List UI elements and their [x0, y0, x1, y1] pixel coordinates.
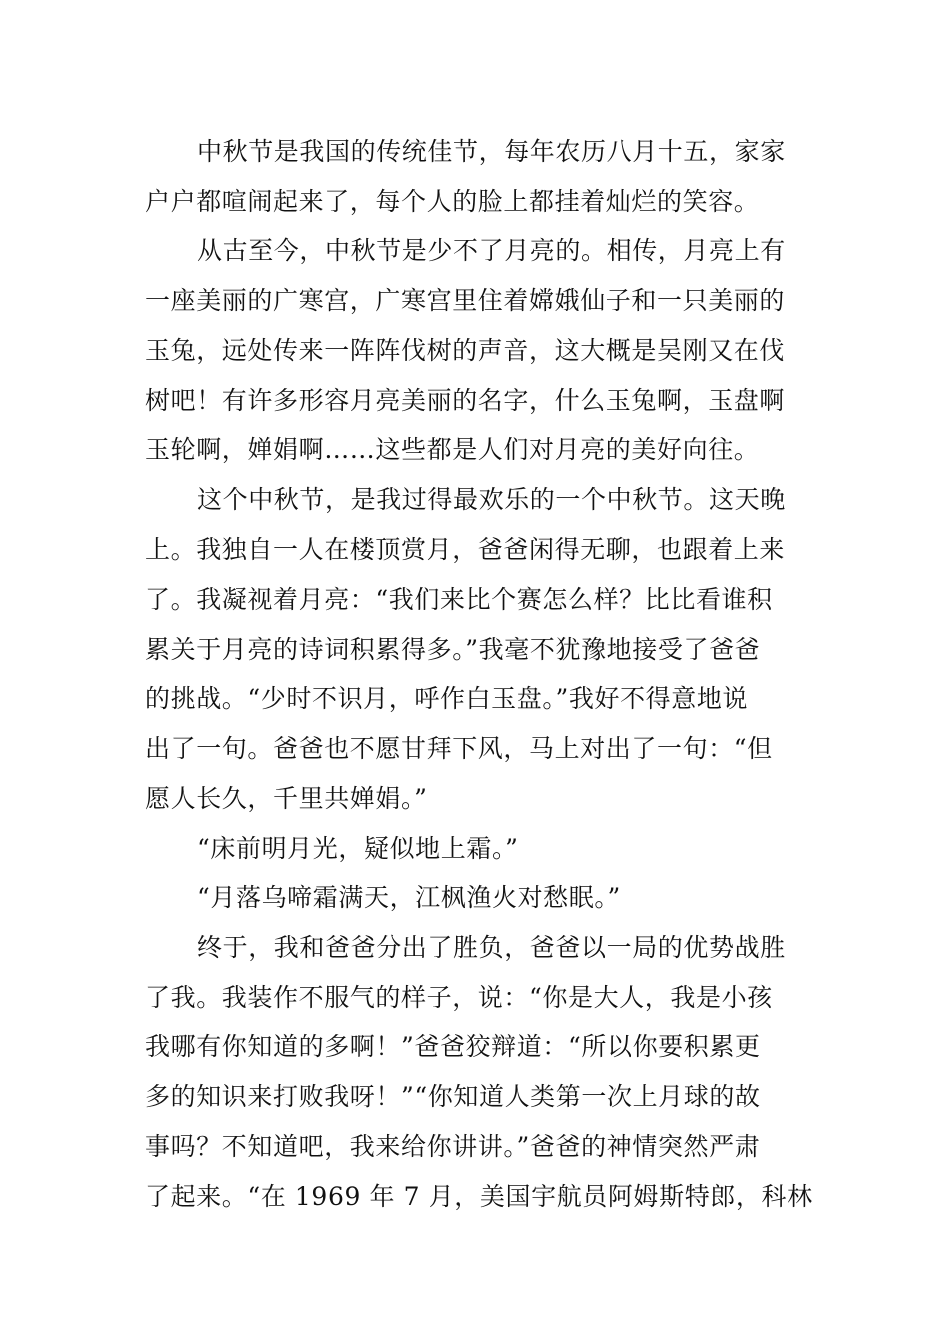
text-line: 终于，我和爸爸分出了胜负，爸爸以一局的优势战胜 — [197, 933, 786, 962]
text-line: 了起来。“在 1969 年 7 月，美国宇航员阿姆斯特郎，科林 — [145, 1182, 813, 1211]
text-line: 出了一句。爸爸也不愿甘拜下风，马上对出了一句：“但 — [145, 734, 773, 763]
text-line: 树吧！有许多形容月亮美丽的名字，什么玉兔啊，玉盘啊 — [145, 386, 786, 415]
text-line: 中秋节是我国的传统佳节，每年农历八月十五，家家 — [197, 137, 786, 166]
text-line: 玉兔，远处传来一阵阵伐树的声音，这大概是吴刚又在伐 — [145, 336, 786, 365]
text-line: 户户都喧闹起来了，每个人的脸上都挂着灿烂的笑容。 — [145, 187, 760, 216]
text-line: 了我。我装作不服气的样子，说：“你是大人，我是小孩 — [145, 983, 773, 1012]
text-line: “床前明月光，疑似地上霜。” — [197, 834, 519, 863]
text-line: 一座美丽的广寒宫，广寒宫里住着嫦娥仙子和一只美丽的 — [145, 286, 786, 315]
text-line: 这个中秋节，是我过得最欢乐的一个中秋节。这天晚 — [197, 485, 786, 514]
text-line: 的挑战。“少时不识月，呼作白玉盘。”我好不得意地说 — [145, 684, 749, 713]
text-line: 我哪有你知道的多啊！”爸爸狡辩道：“所以你要积累更 — [145, 1032, 761, 1061]
text-line: 事吗？不知道吧，我来给你讲讲。”爸爸的神情突然严肃 — [145, 1132, 761, 1161]
text-line: 累关于月亮的诗词积累得多。”我毫不犹豫地接受了爸爸 — [145, 635, 761, 664]
text-line: 了。我凝视着月亮：“我们来比个赛怎么样？比比看谁积 — [145, 585, 773, 614]
text-line: 愿人长久，千里共婵娟。” — [145, 784, 428, 813]
text-line: 上。我独自一人在楼顶赏月，爸爸闲得无聊，也跟着上来 — [145, 535, 786, 564]
text-line: 从古至今，中秋节是少不了月亮的。相传，月亮上有 — [197, 236, 786, 265]
text-line: 多的知识来打败我呀！”“你知道人类第一次上月球的故 — [145, 1082, 761, 1111]
text-line: “月落乌啼霜满天，江枫渔火对愁眠。” — [197, 883, 621, 912]
text-line: 玉轮啊，婵娟啊……这些都是人们对月亮的美好向往。 — [145, 435, 760, 464]
